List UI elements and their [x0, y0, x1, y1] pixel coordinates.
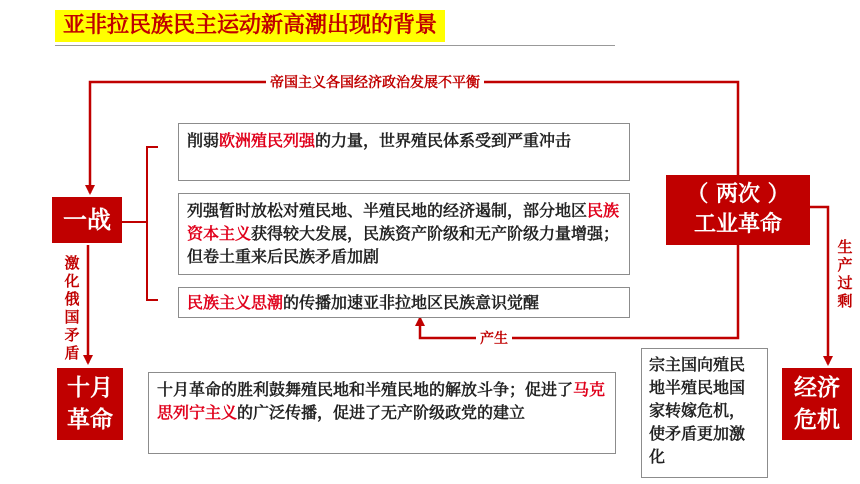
box4-highlight: 马克思列宁主义	[157, 380, 606, 422]
box4-text-pre: 十月革命的胜利鼓舞殖民地和半殖民地的解放斗争；促进了	[157, 380, 574, 399]
node-industrial-line1: （ 两次 ）	[686, 182, 790, 207]
box2-text-pre: 列强暂时放松对殖民地、半殖民地的经济遏制，部分地区	[187, 201, 588, 220]
node-october-line1: 十月	[67, 375, 113, 401]
node-crisis-line2: 危机	[794, 407, 840, 433]
label-intensify: 激化俄国矛盾	[64, 254, 80, 362]
box2-text-post: 获得较大发展，民族资产阶级和无产阶级力量增强；但卷土重来后民族矛盾加剧	[187, 224, 620, 266]
overproduction-line	[810, 207, 828, 364]
node-world-war-one-label: 一战	[63, 206, 111, 234]
title-underline	[55, 45, 615, 46]
node-crisis-line1: 经济	[794, 375, 840, 401]
box2-highlight: 民族资本主义	[187, 201, 620, 243]
box-national-capitalism	[178, 193, 630, 275]
box-weaken-colonial-powers	[178, 123, 630, 181]
node-world-war-one	[52, 197, 122, 243]
node-october-revolution	[57, 368, 123, 440]
box-october-influence	[148, 372, 616, 454]
node-october-line2: 革命	[67, 407, 113, 433]
node-industrial-revolution	[666, 175, 810, 245]
box3-text-post: 的传播加速亚非拉地区民族意识觉醒	[283, 293, 540, 312]
node-economic-crisis	[782, 368, 852, 440]
label-uneven-development: 帝国主义各国经济政治发展不平衡	[266, 72, 484, 92]
brace	[122, 147, 158, 300]
box1-highlight: 欧洲殖民列强	[219, 131, 316, 150]
label-overproduction: 生产过剩	[837, 238, 853, 310]
label-produce: 产生	[476, 328, 512, 348]
box4-text-post: 的广泛传播，促进了无产阶级政党的建立	[237, 403, 526, 422]
box1-text-post: 的力量，世界殖民体系受到严重冲击	[315, 131, 572, 150]
page-title: 亚非拉民族民主运动新高潮出现的背景	[55, 10, 445, 42]
box3-highlight: 民族主义思潮	[187, 293, 284, 312]
box-crisis-transfer	[641, 348, 768, 478]
node-industrial-line2: 工业革命	[693, 212, 782, 237]
box5-text: 宗主国向殖民地半殖民地国家转嫁危机，使矛盾更加激化	[649, 355, 746, 466]
box1-text-pre: 削弱	[187, 131, 220, 150]
box-nationalism-thought	[178, 287, 630, 318]
